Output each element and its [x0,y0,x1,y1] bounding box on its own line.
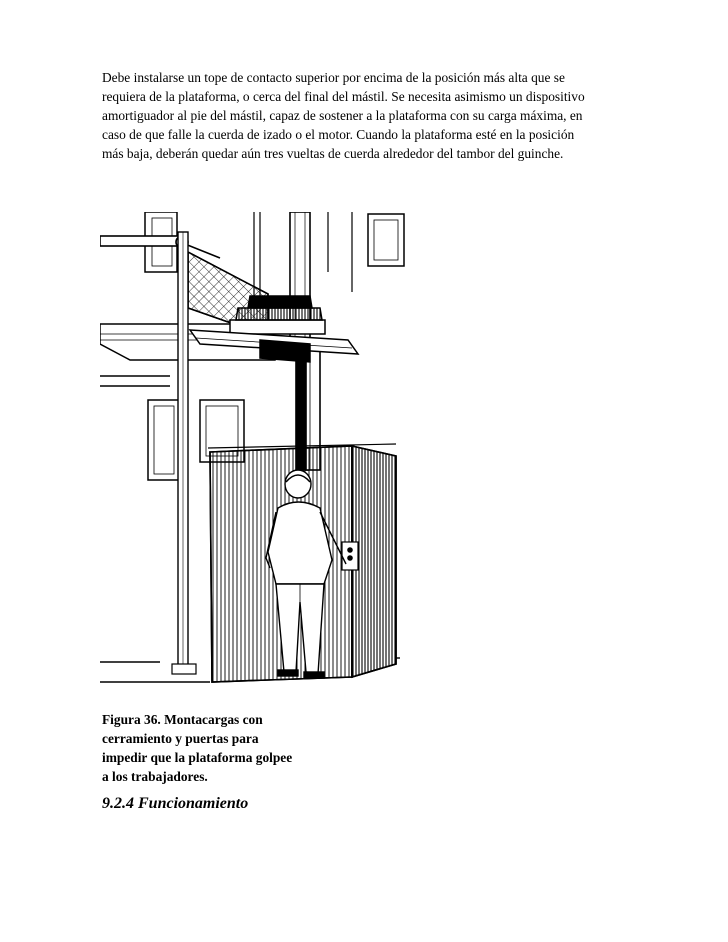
hoist-drawing [100,212,520,694]
control-box [342,542,358,570]
caption-line: Figura 36. Montacargas con [102,712,263,727]
figure-caption [102,710,342,786]
paragraph-line: amortiguador al pie del mástil, capaz de sostener a la plataforma con su carga máxima, en [102,108,583,123]
paragraph-line: requiera de la plataforma, o cerca del final del mástil. Se necesita asimismo un dispositivo [102,89,585,104]
top-rail [100,236,220,258]
caption-line: impedir que la plataforma golpee [102,750,293,765]
paragraph-line: más baja, deberán quedar aún tres vueltas de cuerda alrededor del tambor del guinche. [102,146,564,161]
body-paragraph [102,68,632,163]
caption-line: cerramiento y puertas para [102,731,259,746]
section-heading: 9.2.4 Funcionamiento [102,795,249,812]
caption-line: a los trabajadores. [102,769,208,784]
paragraph-line: caso de que falle la cuerda de izado o el motor. Cuando la plataforma esté en la posición [102,127,575,142]
paragraph-line: Debe instalarse un tope de contacto superior por encima de la posición más alta que se [102,70,565,85]
hoist-illustration [100,212,520,694]
